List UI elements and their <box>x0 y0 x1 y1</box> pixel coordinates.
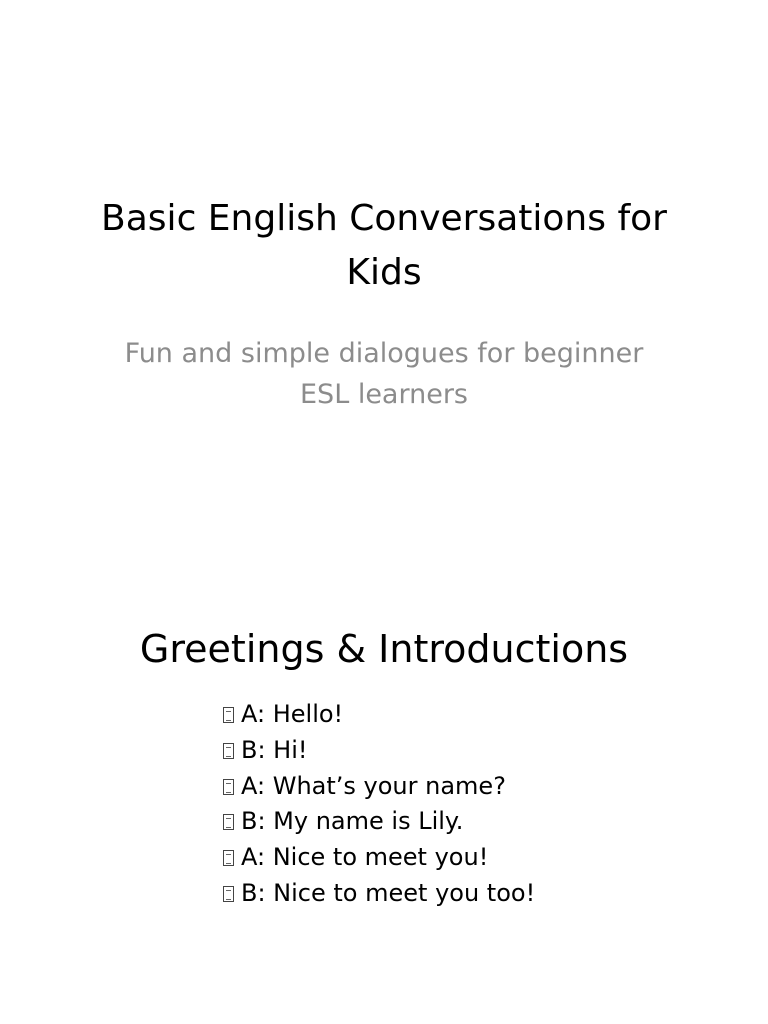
dialogue-text: B: Nice to meet you too! <box>241 878 536 907</box>
missing-glyph-icon <box>223 743 234 759</box>
missing-glyph-icon <box>223 779 234 795</box>
dialogue-line <box>223 876 535 912</box>
presentation-subtitle: Fun and simple dialogues for beginner ESL learners <box>124 338 644 410</box>
missing-glyph-icon <box>223 707 234 723</box>
presentation-title: Basic English Conversations for Kids <box>101 198 667 293</box>
dialogue-line <box>223 697 535 733</box>
dialogue-line <box>223 840 535 876</box>
missing-glyph-icon <box>223 886 234 902</box>
dialogue-text: B: My name is Lily. <box>241 807 464 836</box>
dialogue-text: B: Hi! <box>241 735 308 764</box>
dialogue-line <box>223 733 535 769</box>
missing-glyph-icon <box>223 850 234 866</box>
dialogue-text: A: Hello! <box>241 700 344 728</box>
dialogue-line <box>223 804 535 840</box>
dialogue-text: A: What’s your name? <box>241 771 506 800</box>
dialogue-text: A: Nice to meet you! <box>241 843 489 872</box>
dialogue-list <box>223 697 535 912</box>
dialogue-line <box>223 769 535 805</box>
missing-glyph-icon <box>223 814 234 830</box>
greetings-slide <box>0 512 768 1024</box>
slide-title: Greetings & Introductions <box>139 627 629 671</box>
